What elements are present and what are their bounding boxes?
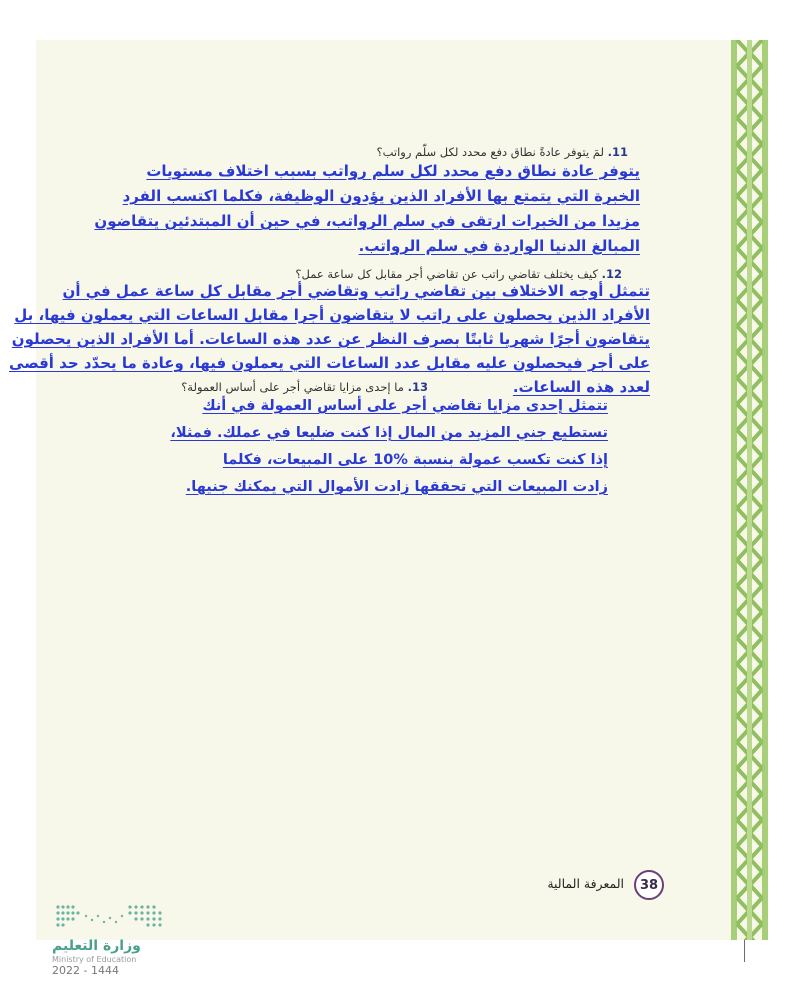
answer-line: مزيدا من الخبرات ارتقى في سلم الرواتب، في حين أن المبتدئين يتقاضون xyxy=(94,212,640,230)
question-text: ما إحدى مزايا تقاضي أجر على أساس العمولة؟ xyxy=(181,380,404,394)
question-text: كيف يختلف تقاضي راتب عن تقاضي أجر مقابل كل ساعة عمل؟ xyxy=(295,267,598,281)
crop-mark xyxy=(744,940,745,962)
answer-line: على أجر فيحصلون عليه مقابل عدد الساعات التي يعملون فيها، وعادة ما يحدّد حد أقصى xyxy=(9,354,650,372)
decorative-border-stripe xyxy=(731,40,768,940)
answer-13 xyxy=(168,398,608,513)
ministry-name-english: Ministry of Education xyxy=(52,955,137,964)
answer-line: زادت المبيعات التي تحققها زادت الأموال التي يمكنك جنيها. xyxy=(185,479,608,495)
answer-line: لعدد هذه الساعات. xyxy=(512,378,650,396)
answer-line: الأفراد الذين يحصلون على راتب لا يتقاضون أجرا مقابل الساعات التي يعملون فيها، بل xyxy=(14,306,650,324)
book-title: المعرفة المالية xyxy=(547,876,624,891)
question-text: لمَ يتوفر عادةً نطاق دفع محدد لكل سلّم رواتب؟ xyxy=(376,145,604,159)
edition-year: 2022 - 1444 xyxy=(52,964,119,977)
question-number: 11. xyxy=(607,145,628,159)
answer-line: يتقاضون أجرًا شهريا ثابتًا بصرف النظر عن عدد هذه الساعات. أما الأفراد الذين يحصلون xyxy=(11,330,650,348)
question-12 xyxy=(295,267,622,281)
question-number: 12. xyxy=(601,267,622,281)
ministry-logo-icon xyxy=(52,902,176,932)
question-11 xyxy=(376,145,628,159)
ministry-name-arabic: وزارة التعليم xyxy=(52,938,141,954)
answer-line: تستطيع جني المزيد من المال إذا كنت ضليعا في عملك. فمثلا، xyxy=(170,425,608,441)
answer-line: الخبرة التي يتمتع بها الأفراد الذين يؤدون الوظيفة، فكلما اكتسب الفرد xyxy=(122,187,640,205)
answer-line: إذا كنت تكسب عمولة بنسبة %10 على المبيعات، فكلما xyxy=(222,452,608,468)
answer-line: تتمثل إحدى مزايا تقاضي أجر على أساس العمولة في أنك xyxy=(202,398,608,414)
page-number: 38 xyxy=(634,870,664,900)
answer-line: تتمثل أوجه الاختلاف بين تقاضي راتب وتقاضي أجر مقابل كل ساعة عمل في أن xyxy=(62,282,650,300)
answer-11 xyxy=(94,162,640,272)
question-13 xyxy=(181,380,428,394)
question-number: 13. xyxy=(407,380,428,394)
answer-line: المبالغ الدنيا الواردة في سلم الرواتب. xyxy=(358,237,640,255)
answer-line: يتوفر عادة نطاق دفع محدد لكل سلم رواتب بسبب اختلاف مستويات xyxy=(146,162,640,180)
